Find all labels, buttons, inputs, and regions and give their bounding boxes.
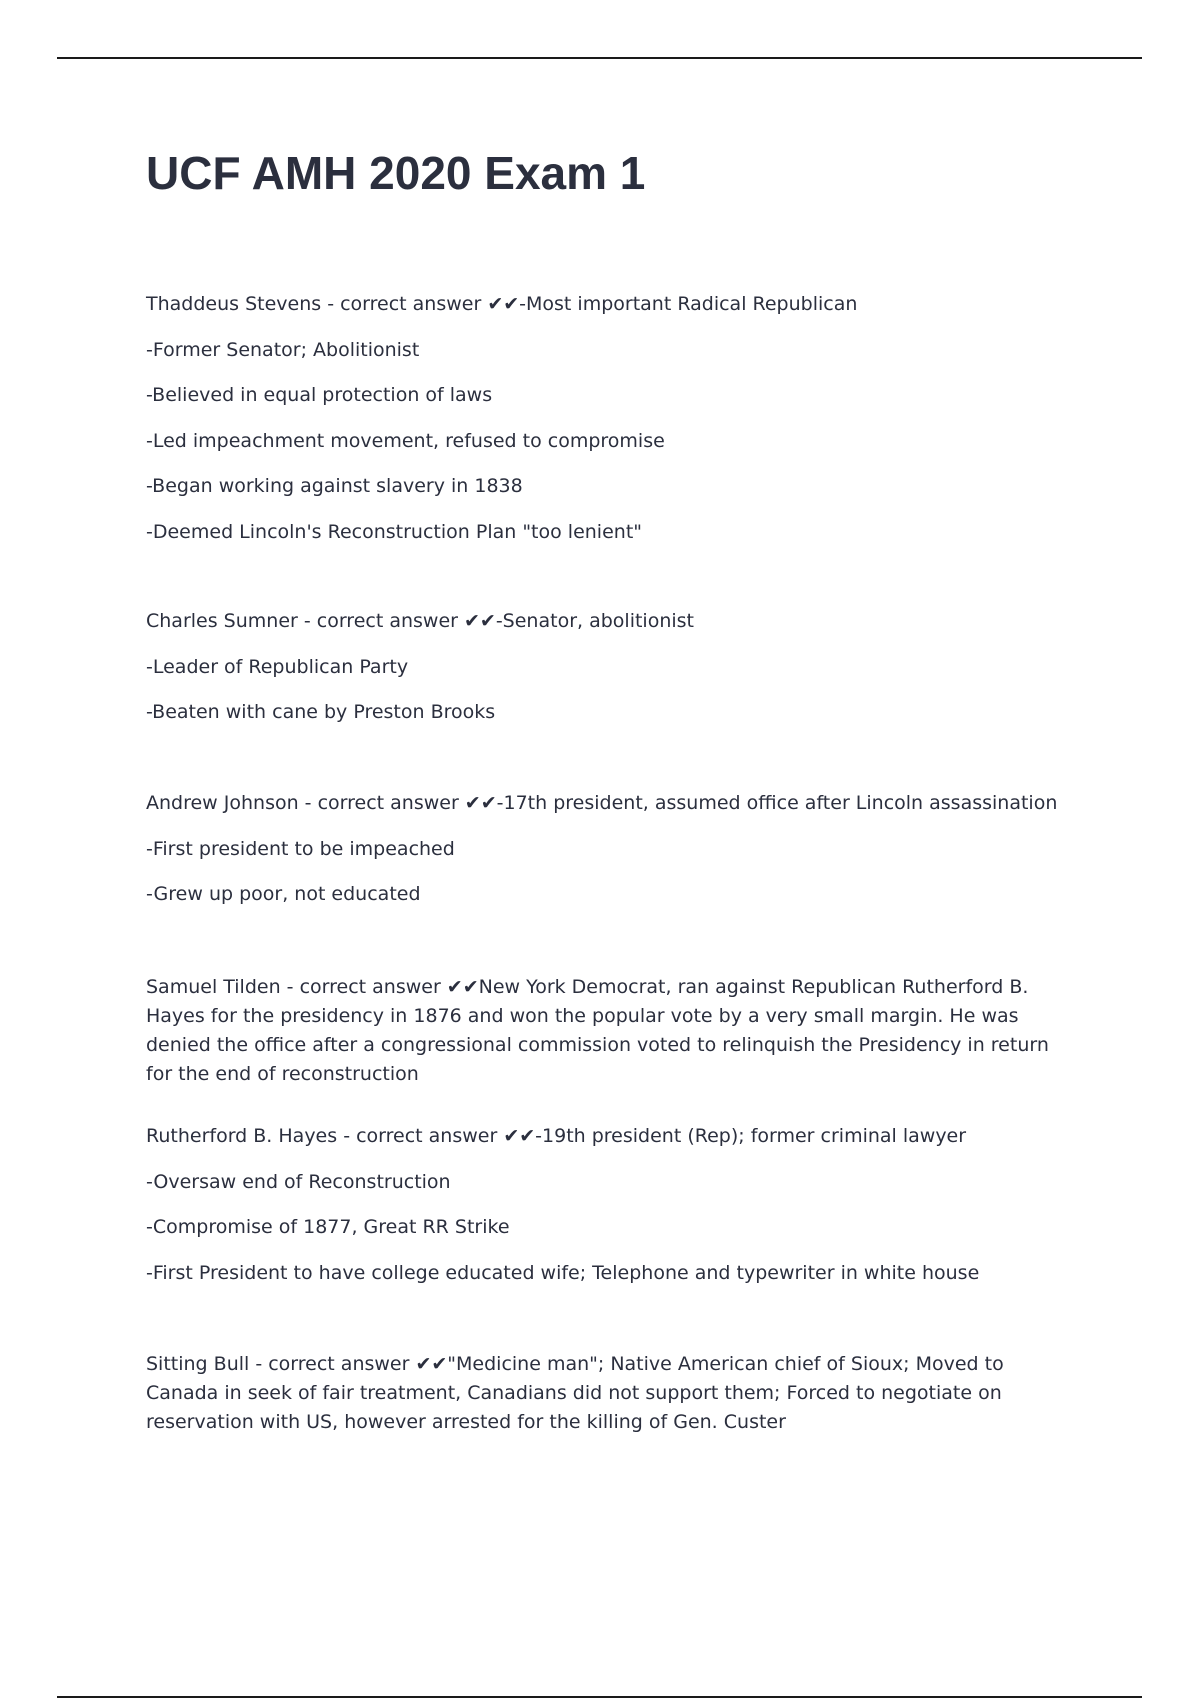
top-rule xyxy=(57,57,1142,59)
qa-entry xyxy=(146,791,1076,928)
qa-answer-paragraph: Sitting Bull - correct answer ✔✔"Medicine man"; Native American chief of Sioux; Moved to Canada in seek of fair treatment, Canadians did not support them; Forced to negotiate on reservation with US, however arrested for the killing of Gen. Custer xyxy=(146,1353,1004,1433)
qa-answer-line: Andrew Johnson - correct answer ✔✔-17th president, assumed office after Lincoln assassination xyxy=(146,792,1058,814)
qa-detail-line: -First President to have college educated wife; Telephone and typewriter in white house xyxy=(146,1261,980,1284)
qa-entry xyxy=(146,973,1076,1089)
qa-answer-line: Thaddeus Stevens - correct answer ✔✔-Most important Radical Republican xyxy=(146,293,858,315)
qa-entry xyxy=(146,1350,1076,1437)
qa-detail-line: -Began working against slavery in 1838 xyxy=(146,475,523,497)
qa-entry xyxy=(146,1124,1076,1306)
qa-detail-line: -Oversaw end of Reconstruction xyxy=(146,1170,451,1193)
qa-detail-line: -Grew up poor, not educated xyxy=(146,883,421,905)
qa-detail-line: -Compromise of 1877, Great RR Strike xyxy=(146,1216,510,1238)
qa-detail-line: -Led impeachment movement, refused to compromise xyxy=(146,429,665,452)
qa-entry xyxy=(146,609,1076,746)
page-title: UCF AMH 2020 Exam 1 xyxy=(146,147,646,199)
qa-detail-line: -Believed in equal protection of laws xyxy=(146,384,493,406)
qa-detail-line: -Deemed Lincoln's Reconstruction Plan "too lenient" xyxy=(146,520,643,543)
qa-answer-paragraph: Samuel Tilden - correct answer ✔✔New York Democrat, ran against Republican Rutherford B. Hayes for the presidency in 1876 and won the popular vote by a very small margin. He was denied the office after a congressional commission voted to relinquish the Presidency in return for the end of reconstruction xyxy=(146,976,1049,1085)
bottom-rule xyxy=(57,1696,1142,1698)
qa-detail-line: -First president to be impeached xyxy=(146,837,455,860)
qa-detail-line: -Beaten with cane by Preston Brooks xyxy=(146,701,496,723)
qa-detail-line: -Leader of Republican Party xyxy=(146,655,409,678)
qa-answer-line: Rutherford B. Hayes - correct answer ✔✔-19th president (Rep); former criminal lawyer xyxy=(146,1125,967,1147)
qa-answer-line: Charles Sumner - correct answer ✔✔-Senator, abolitionist xyxy=(146,610,694,632)
qa-detail-line: -Former Senator; Abolitionist xyxy=(146,338,420,361)
qa-entry xyxy=(146,292,1076,565)
